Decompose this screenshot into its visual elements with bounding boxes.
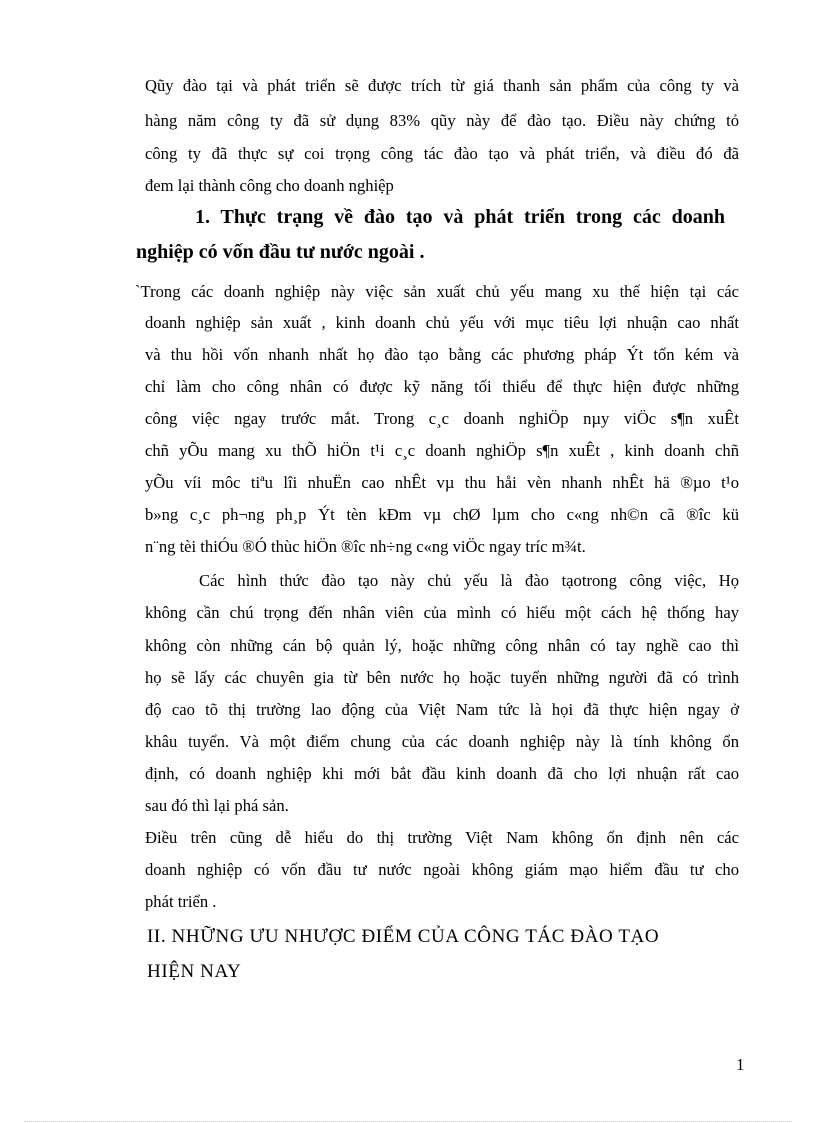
paragraph3-line: họ sẽ lấy các chuyên gia từ bên nước họ hoặc tuyển những người đã có trình: [145, 668, 739, 687]
paragraph2-line: b»ng c¸c ph¬ng ph¸p Ýt tèn kÐm vµ chØ lµm cho c«ng nh©n cã ®îc kü: [145, 505, 739, 524]
paragraph3-line: không cần chú trọng đến nhân viên của mình có hiểu một cách hệ thống hay: [145, 603, 739, 622]
paragraph3-line: định, có doanh nghiệp khi mới bắt đầu kinh doanh đã cho lợi nhuận rất cao: [145, 764, 739, 783]
section-heading-2: II. NHỮNG ƯU NHƯỢC ĐIỂM CỦA CÔNG TÁC ĐÀO TẠO: [147, 926, 660, 947]
paragraph2-line: n¨ng tèi thiÓu ®Ó thùc hiÖn ®îc nh÷ng c«ng viÖc ngay tríc m¾t.: [145, 537, 586, 556]
paragraph1-line: công ty đã thực sự coi trọng công tác đào tạo và phát triển, và điều đó đã: [145, 144, 739, 163]
section-heading-2-continued: HIỆN NAY: [147, 961, 242, 982]
section-heading-1-continued: nghiệp có vốn đầu tư nước ngoài .: [136, 241, 425, 263]
page-boundary-divider: [24, 1121, 792, 1122]
paragraph2-line: chỉ làm cho công nhân có được kỹ năng tối thiểu để thực hiện được những: [145, 377, 739, 396]
page-number: 1: [736, 1055, 745, 1074]
paragraph4-line: phát triển .: [145, 892, 217, 911]
paragraph1-line: Qũy đào tại và phát triển sẽ được trích từ giá thanh sản phẩm của công ty và: [145, 76, 739, 95]
paragraph2-line: công việc ngay trước mắt. Trong c¸c doanh nghiÖp nµy viÖc s¶n xuÊt: [145, 409, 739, 428]
paragraph2-line: `Trong các doanh nghiệp này việc sản xuất chủ yếu mang xu thế hiện tại các: [135, 282, 739, 301]
paragraph2-line: chñ yÕu mang xu thÕ hiÖn t¹i c¸c doanh nghiÖp s¶n xuÊt , kinh doanh chñ: [145, 441, 739, 460]
paragraph4-line: Điều trên cũng dễ hiểu do thị trường Việt Nam không ổn định nên các: [145, 828, 739, 847]
paragraph3-line: Các hình thức đào tạo này chủ yếu là đào tạotrong công việc, Họ: [199, 571, 739, 590]
paragraph2-line: doanh nghiệp sản xuất , kinh doanh chủ yếu với mục tiêu lợi nhuận cao nhất: [145, 313, 739, 332]
paragraph1-line: hàng năm công ty đã sử dụng 83% qũy này để đào tạo. Điều này chứng tỏ: [145, 111, 739, 130]
paragraph3-line: không còn những cán bộ quản lý, hoặc những công nhân có tay nghề cao thì: [145, 636, 739, 655]
paragraph2-line: và thu hồi vốn nhanh nhất họ đào tạo bằng các phương pháp Ýt tốn kém và: [145, 345, 739, 364]
paragraph4-line: doanh nghiệp có vốn đầu tư nước ngoài không giám mạo hiểm đầu tư cho: [145, 860, 739, 879]
section-heading-1: 1. Thực trạng về đào tạo và phát triển trong các doanh: [195, 206, 725, 228]
paragraph3-line: độ cao tõ thị trường lao động của Việt Nam tức là họi đã thực hiện ngay ở: [145, 700, 739, 719]
paragraph3-line: sau đó thì lại phá sản.: [145, 796, 289, 815]
paragraph2-line: yÕu víi môc tiªu lîi nhuËn cao nhÊt vµ thu håi vèn nhanh nhÊt hä ®µo t¹o: [145, 473, 739, 492]
paragraph1-line: đem lại thành công cho doanh nghiệp: [145, 176, 394, 195]
paragraph3-line: khâu tuyển. Và một điểm chung của các doanh nghiệp này là tính không ổn: [145, 732, 739, 751]
